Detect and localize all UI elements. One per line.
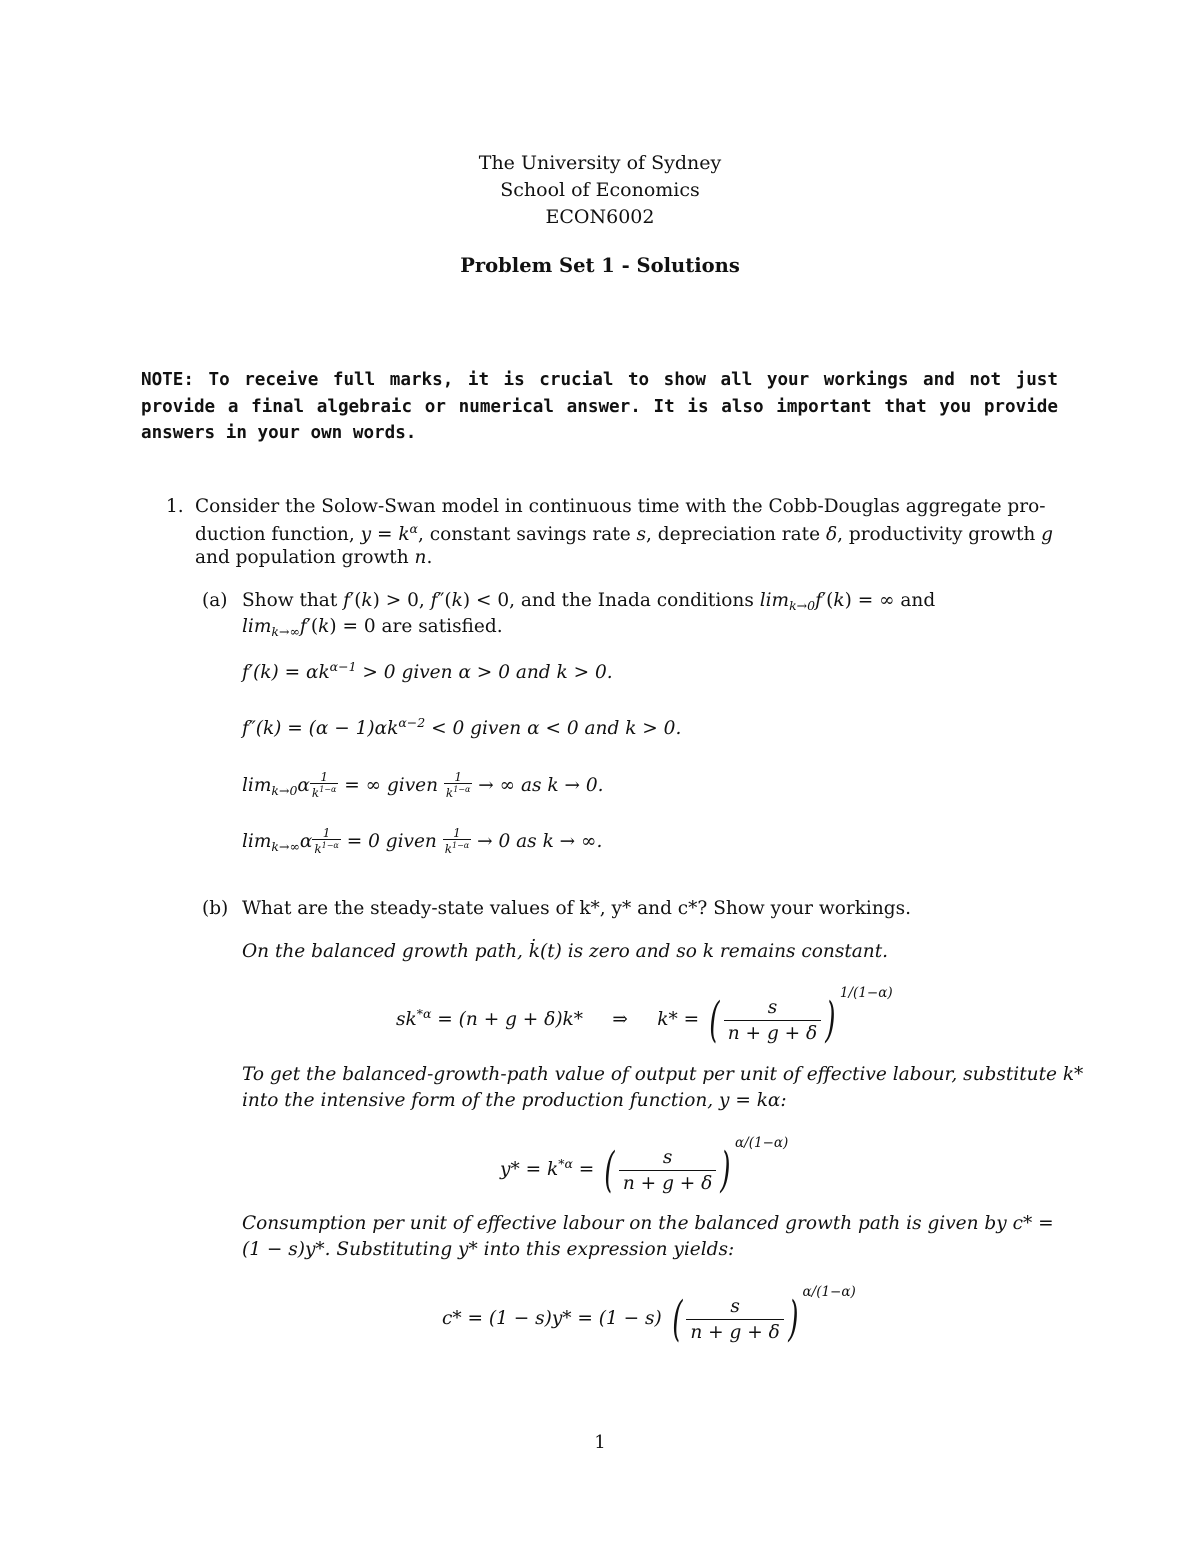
- part-a-text-1: Show that: [242, 590, 344, 611]
- note-paragraph: NOTE: To receive full marks, it is crucial to show all your workings and not just provide a final algebraic or numerical answer. It is also important that you provide answers in your own words.: [141, 370, 1058, 444]
- given-word-1: given: [395, 662, 459, 683]
- part-b-paragraph-2-line-1: To get the balanced-growth-path value of output per unit of effective labour, substitute k*: [242, 1064, 1084, 1085]
- part-a-label: (a): [202, 590, 228, 611]
- question-1-number: 1.: [166, 496, 184, 517]
- question-1-line-2: duction function, $y = k^\alpha$, constant savings rate s, depreciation rate δ, productivity growth g: [195, 521, 1054, 545]
- course-code: ECON6002: [545, 206, 655, 228]
- equation-first-derivative: $f'(k) = \alpha k^{\alpha-1} > 0$ given α > 0 and k > 0.: [242, 659, 613, 683]
- equation-inada-zero: $\lim_{k\to 0}\alpha$ $\frac{1}{k^{1-\alpha}}$ = ∞ given $\frac{1}{k^{1-\alpha}}$ → ∞ as k → 0.: [242, 770, 604, 800]
- equation-second-derivative: $f''(k) = (\alpha - 1)\alpha k^{\alpha-2} < 0$ given α < 0 and k > 0.: [242, 715, 682, 739]
- part-b-paragraph-1: On the balanced growth path, k̇(t) is zero and so k remains constant.: [242, 941, 889, 962]
- equation-inada-infinity: $\lim_{k\to\infty}\alpha$ $\frac{1}{k^{1-\alpha}}$ = 0 given $\frac{1}{k^{1-\alpha}}$ → 0 as k → ∞.: [242, 826, 603, 856]
- given-word-4: given: [379, 831, 443, 852]
- question-1-line-2-a: duction function,: [195, 524, 361, 545]
- equation-c-star: c* = (1 − s)y* = (1 − s) ( $\frac{s}{n + g + \delta}$ ) $^{\alpha/(1-\alpha)}$: [442, 1284, 856, 1347]
- question-1-line-3: and population growth n.: [195, 547, 433, 568]
- and-word-2: and: [578, 718, 626, 739]
- part-b-paragraph-3-line-2: (1 − s)y*. Substituting y* into this expression yields:: [242, 1239, 735, 1260]
- school-name: School of Economics: [500, 179, 700, 201]
- question-1-line-1: Consider the Solow-Swan model in continuous time with the Cobb-Douglas aggregate pro-: [195, 496, 1046, 517]
- and-word-1: and: [509, 662, 557, 683]
- question-1-line-2-d: , productivity growth: [837, 524, 1042, 545]
- question-1-line-2-b: , constant savings rate: [418, 524, 637, 545]
- part-a-line-1: Show that f′(k) > 0, f″(k) < 0, and the Inada conditions $\lim_{k\to 0}f'(k)$ = ∞ and: [242, 590, 936, 613]
- part-a-line-2: $\lim_{k\to\infty}f'(k) = 0$ are satisfied.: [242, 616, 503, 639]
- university-name: The University of Sydney: [478, 152, 722, 174]
- equation-y-star: $y* = k^{*\alpha}$ = ( $\frac{s}{n + g + \delta}$ ) $^{\alpha/(1-\alpha)}$: [500, 1135, 789, 1198]
- part-a-text-2: , and the Inada conditions: [509, 590, 760, 611]
- part-b-paragraph-3-line-1: Consumption per unit of effective labour on the balanced growth path is given by c* =: [242, 1213, 1054, 1234]
- question-1-line-2-c: , depreciation rate: [646, 524, 826, 545]
- part-a-text-4: are satisfied.: [375, 616, 503, 637]
- page-title: Problem Set 1 - Solutions: [460, 254, 740, 277]
- part-b-question: What are the steady-state values of k*, y* and c*? Show your workings.: [242, 898, 911, 919]
- part-a-text-3: and: [894, 590, 936, 611]
- given-word-3: given: [381, 775, 444, 796]
- page-number: 1: [594, 1432, 606, 1453]
- as-word-1: as: [515, 775, 548, 796]
- equation-k-star: $sk^{*\alpha} = (n + g + \delta)k*$ ⇒ k* = ( $\frac{s}{n + g + \delta}$ ) $^{1/(1-\alpha)}$: [396, 985, 893, 1048]
- as-word-2: as: [510, 831, 543, 852]
- question-1-line-3-text: and population growth: [195, 547, 415, 568]
- part-b-label: (b): [202, 898, 229, 919]
- part-b-paragraph-2-line-2: into the intensive form of the production function, y = kα:: [242, 1090, 787, 1111]
- given-word-2: given: [464, 718, 528, 739]
